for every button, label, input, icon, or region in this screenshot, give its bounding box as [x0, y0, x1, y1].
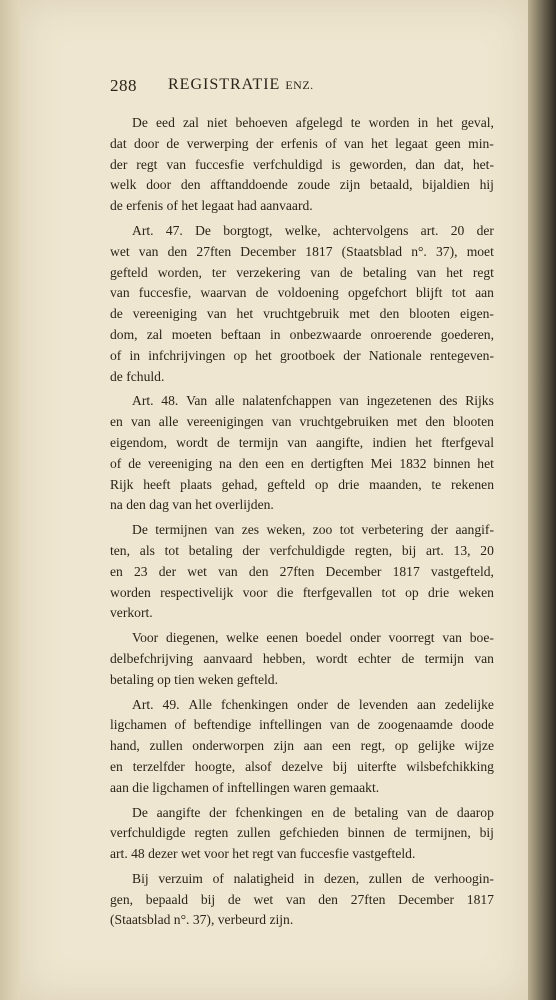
text-line: aan die ligchamen of inftellingen waren gemaakt. [110, 779, 380, 795]
text-line: Rijk heeft plaats gehad, gefteld op drie maanden, te rekenen [110, 476, 494, 492]
text-line: (Staatsblad n°. 37), verbeurd zijn. [110, 912, 294, 928]
running-head-main: REGISTRATIE [168, 76, 281, 93]
text-line: Art. 49. Alle fchenkingen onder de levenden aan zedelijke [132, 696, 494, 712]
text-line: of in infchrijvingen op het grootboek der Nationale rentegeven- [110, 347, 494, 363]
text-line: ten, als tot betaling der verfchuldigde regten, bij art. 13, 20 [110, 542, 494, 558]
running-head-small: ENZ. [285, 78, 314, 92]
text-line: De termijnen van zes weken, zoo tot verbetering der aangif- [132, 522, 494, 538]
paragraph [110, 695, 494, 799]
text-line: hand, zullen onderworpen zijn aan een regt, op gelijke wijze [110, 738, 494, 754]
text-line: ligchamen of beftendige inftellingen van de zoogenaamde doode [110, 717, 494, 733]
text-line: delbefchrijving aanvaard hebben, wordt echter de termijn van [110, 650, 494, 666]
text-line: De eed zal niet behoeven afgelegd te worden in het geval, [132, 115, 494, 130]
text-line: verkort. [110, 605, 153, 621]
text-line: De aangifte der fchenkingen en de betaling van de daarop [132, 804, 494, 820]
text-line: de fchuld. [110, 368, 165, 384]
text-line: en 23 der wet van den 27ften December 1817 vastgefteld, [110, 563, 494, 579]
scan-border-right [528, 0, 556, 1000]
page-header [110, 76, 410, 100]
paragraph [110, 113, 494, 217]
text-line: art. 48 dezer wet voor het regt van fuccesfie vastgefteld. [110, 846, 416, 862]
text-line: wet van den 27ften December 1817 (Staatsblad n°. 37), moet [110, 243, 494, 259]
text-line: of de vereeniging na den een en dertigften Mei 1832 binnen het [110, 455, 494, 471]
text-line: dom, zal moeten beftaan in onbezwaarde onroerende goederen, [110, 326, 494, 342]
paragraph [110, 628, 494, 690]
text-line: verfchuldigde regten zullen gefchieden binnen de termijnen, bij [110, 825, 494, 841]
paragraph [110, 803, 494, 865]
paragraph [110, 391, 494, 516]
text-line: betaling op tien weken gefteld. [110, 671, 278, 687]
running-head [168, 76, 314, 94]
text-line: van fuccesfie, waarvan de voldoening opgefchort blijft tot aan [110, 285, 494, 301]
text-line: en van alle vereenigingen van vruchtgebruiken met den blooten [110, 414, 494, 430]
text-line: eigendom, wordt de termijn van aangifte, indien het fterfgeval [110, 434, 494, 450]
text-line: gen, bepaald bij de wet van den 27ften December 1817 [110, 891, 494, 907]
body-text [110, 113, 494, 931]
text-line: gefteld worden, ter verzekering van de betaling van het regt [110, 264, 494, 280]
text-line: worden respectivelijk voor die fterfgevallen tot op drie weken [110, 584, 494, 600]
text-line: Voor diegenen, welke eenen boedel onder voorregt van boe- [132, 630, 494, 646]
paragraph [110, 869, 494, 931]
text-line: de erfenis of het legaat had aanvaard. [110, 198, 313, 214]
text-line: der regt van fuccesfie verfchuldigd is geworden, dan dat, het- [110, 156, 494, 172]
paragraph [110, 520, 494, 624]
text-line: na den dag van het overlijden. [110, 497, 274, 513]
page-number: 288 [110, 76, 137, 95]
text-line: Bij verzuim of nalatigheid in dezen, zullen de verhoogin- [132, 870, 494, 886]
text-line: Art. 47. De borgtogt, welke, achtervolgens art. 20 der [132, 222, 494, 238]
text-line: dat door de verwerping der erfenis of van het legaat geen min- [110, 135, 494, 151]
text-line: Art. 48. Van alle nalatenfchappen van ingezetenen des Rijks [132, 393, 494, 409]
scan-border-left [0, 0, 20, 1000]
text-line: en terzelfder hoogte, alsof dezelve bij uiterfte wilsbefchikking [110, 758, 494, 774]
text-line: de vereeniging van het vruchtgebruik met den blooten eigen- [110, 306, 494, 322]
paragraph [110, 221, 494, 387]
text-line: welk door den afftanddoende zoude zijn betaald, bijaldien hij [110, 177, 494, 193]
